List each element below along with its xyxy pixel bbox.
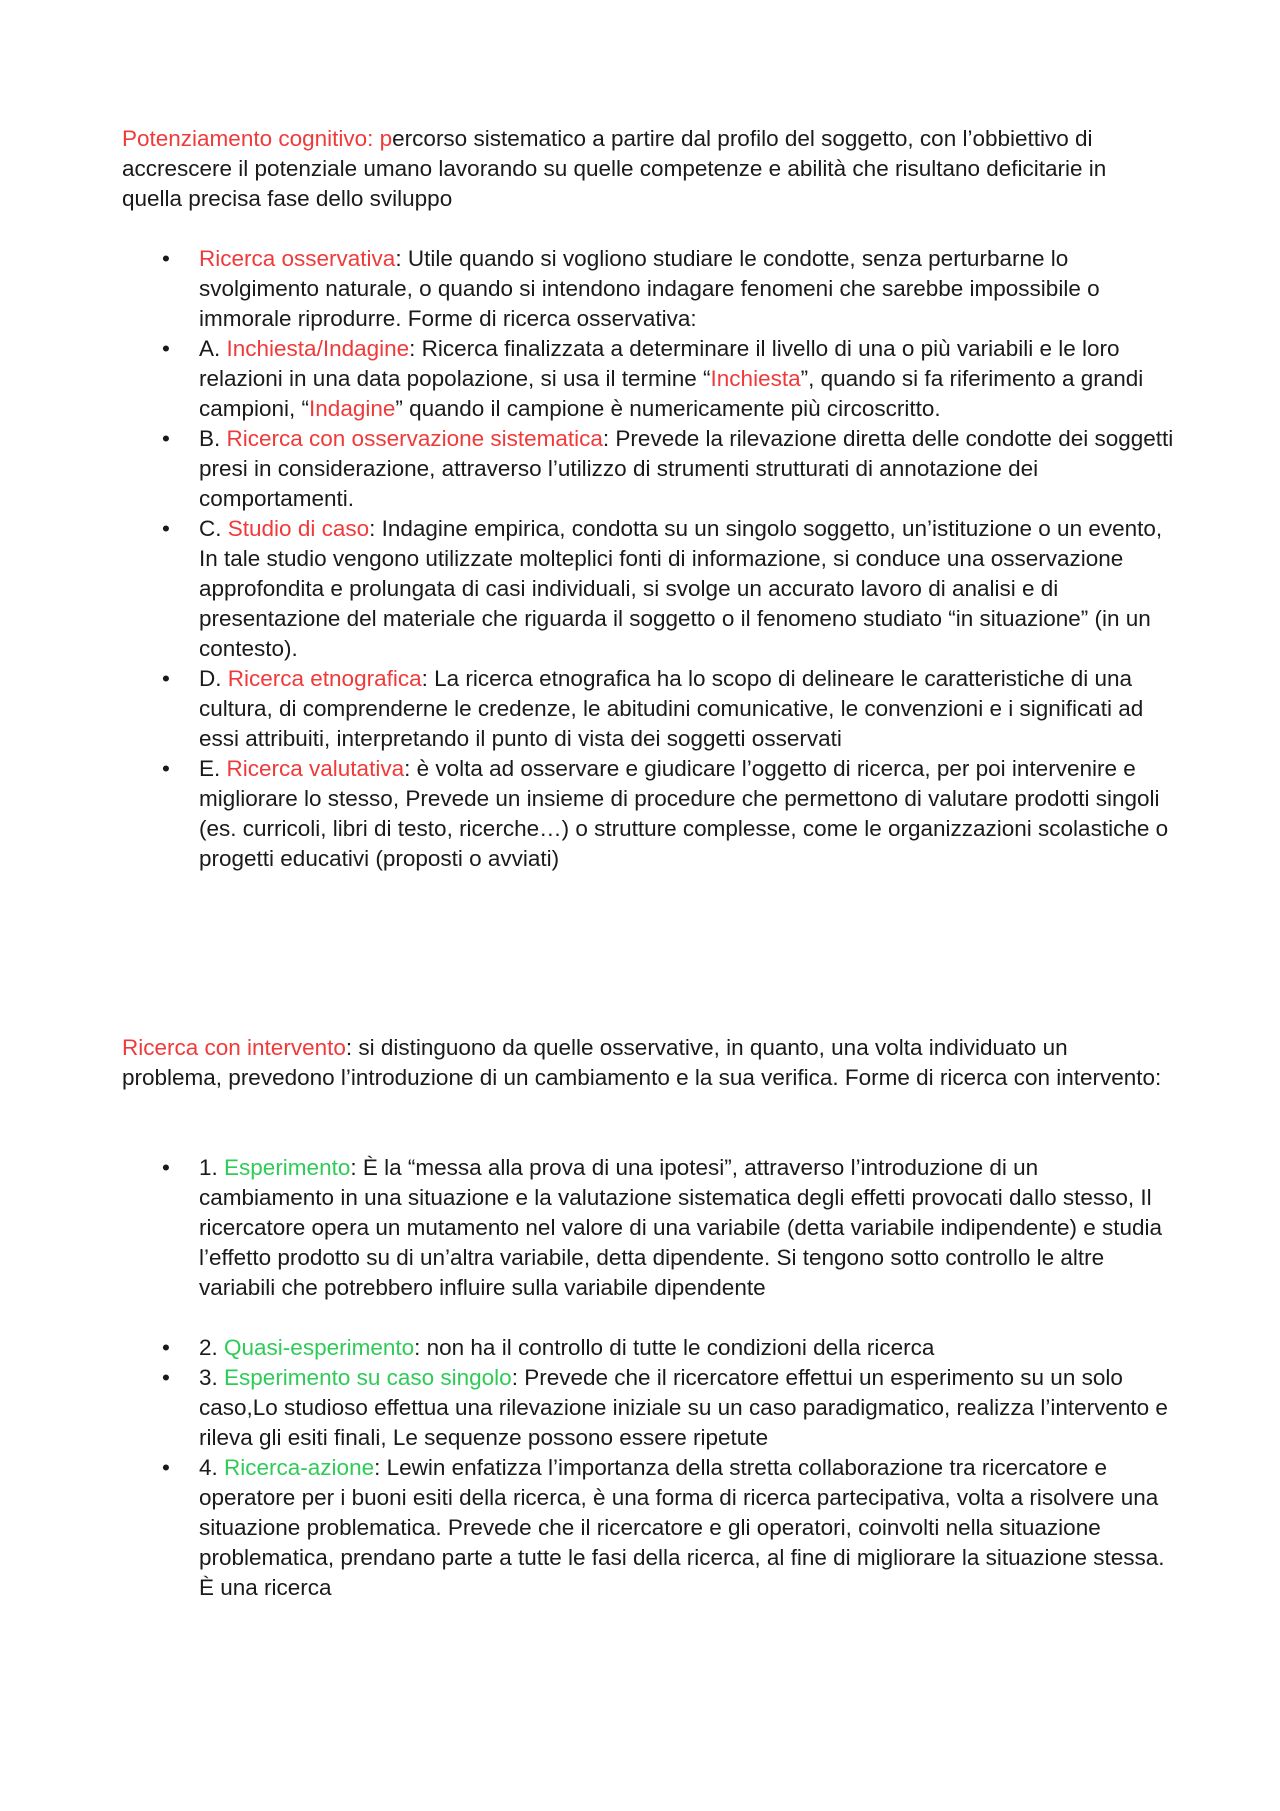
item-prefix: D. [199,666,228,691]
item-prefix: B. [199,426,227,451]
item-prefix: C. [199,516,228,541]
list-item [122,334,1174,424]
list-item [122,244,1174,334]
item-term: Inchiesta/Indagine [226,336,410,361]
intervention-list [122,1153,1174,1603]
list-item [122,1453,1174,1603]
bullet: • [162,246,170,271]
list-item [122,664,1174,754]
list-item [122,424,1174,514]
item-text: : È la “messa alla prova di una ipotesi”, attraverso l’introduzione di un cambiamento in una situazione e la valutazione sistematica degli effetti provocati dallo stesso, Il ricercatore opera un mutamento nel valore di una variabile (detta variabile indipendente) e studia l’effetto prodotto su di un’altra variabile, detta dipendente. Si tengono sotto controllo le altre variabili che potrebbero influire sulla variabile dipendente [199,1155,1163,1300]
item-term: Ricerca con osservazione sistematica [226,426,603,451]
bullet: • [162,1365,170,1390]
bullet: • [162,756,170,781]
item-term: Quasi-esperimento [224,1335,415,1360]
list-item [122,1363,1174,1453]
item-text: : Prevede che il ricercatore effettui un esperimento su un solo caso,Lo studioso effettua una rilevazione iniziale su un caso paradigmatico, realizza l’intervento e rileva gli esiti finali, Le sequenze possono essere ripetute [199,1365,1168,1450]
observational-list [122,244,1174,874]
item-text: : non ha il controllo di tutte le condizioni della ricerca [414,1335,935,1360]
list-item [122,514,1174,664]
item-text: : Indagine empirica, condotta su un singolo soggetto, un’istituzione o un evento, In tale studio vengono utilizzate molteplici fonti di informazione, si conduce una osservazione approfondita e prolungata di casi individuali, si svolge un accurato lavoro di analisi e di presentazione del materiale che riguarda il soggetto o il fenomeno studiato “in situazione” (in un contesto). [199,516,1163,661]
list-item [122,754,1174,874]
item-text-3: ” quando il campione è numericamente più circoscritto. [395,396,941,421]
item-term: Ricerca osservativa [199,246,396,271]
item-text: : Ricerca finalizzata a determinare il livello di una o più variabili e le loro relazioni in una data popolazione, si usa il termine “ [199,336,1120,391]
intervention-paragraph [122,1033,1172,1093]
item-prefix: 2. [199,1335,225,1360]
bullet: • [162,516,170,541]
item-term: Ricerca-azione [224,1455,375,1480]
bullet: • [162,666,170,691]
intervention-term: Ricerca con intervento [122,1035,346,1060]
item-prefix: A. [199,336,227,361]
intervention-text: : si distinguono da quelle osservative, in quanto, una volta individuato un problema, prevedono l’introduzione di un cambiamento e la sua verifica. Forme di ricerca con intervento: [122,1035,1162,1090]
intro-term: Potenziamento cognitivo: p [122,126,393,151]
intro-text: ercorso sistematico a partire dal profilo del soggetto, con l’obbiettivo di accrescere il potenziale umano lavorando su quelle competenze e abilità che risultano deficitarie in quella precisa fase dello sviluppo [122,126,1107,211]
item-text: : è volta ad osservare e giudicare l’oggetto di ricerca, per poi intervenire e migliorare lo stesso, Prevede un insieme di procedure che permettono di valutare prodotti singoli (es. curricoli, libri di testo, ricerche…) o strutture complesse, come le organizzazioni scolastiche o progetti educativi (proposti o avviati) [199,756,1169,871]
list-item [122,1333,1174,1363]
item-term-inchiesta: Inchiesta [710,366,801,391]
bullet: • [162,336,170,361]
item-term: Esperimento [224,1155,351,1180]
bullet: • [162,1455,170,1480]
list-spacer [122,1303,1174,1333]
bullet: • [162,426,170,451]
item-term: Studio di caso [227,516,370,541]
bullet: • [162,1335,170,1360]
item-text: : Utile quando si vogliono studiare le condotte, senza perturbarne lo svolgimento naturale, o quando si intendono indagare fenomeni che sarebbe impossibile o immorale riprodurre. Forme di ricerca osservativa: [199,246,1100,331]
bullet: • [162,1155,170,1180]
list-item [122,1153,1174,1303]
item-text-2: ”, quando si fa riferimento a grandi campioni, “ [199,366,1144,421]
item-term: Esperimento su caso singolo [224,1365,512,1390]
item-prefix: 4. [199,1455,225,1480]
item-term: Ricerca valutativa [226,756,405,781]
item-prefix: E. [199,756,227,781]
item-text: : Lewin enfatizza l’importanza della stretta collaborazione tra ricercatore e operatore per i buoni esiti della ricerca, è una forma di ricerca partecipativa, volta a risolvere una situazione problematica. Prevede che il ricercatore e gli operatori, coinvolti nella situazione problematica, prendano parte a tutte le fasi della ricerca, al fine di migliorare la situazione stessa. È una ricerca [199,1455,1165,1600]
intro-paragraph [122,124,1172,214]
item-prefix: 1. [199,1155,225,1180]
item-text: : La ricerca etnografica ha lo scopo di delineare le caratteristiche di una cultura, di comprenderne le credenze, le abitudini comunicative, le convenzioni e i significati ad essi attribuiti, interpretando il punto di vista dei soggetti osservati [199,666,1144,751]
item-prefix: 3. [199,1365,225,1390]
item-term: Ricerca etnografica [227,666,422,691]
item-term-indagine: Indagine [309,396,396,421]
item-text: : Prevede la rilevazione diretta delle condotte dei soggetti presi in considerazione, attraverso l’utilizzo di strumenti strutturati di annotazione dei comportamenti. [199,426,1174,511]
